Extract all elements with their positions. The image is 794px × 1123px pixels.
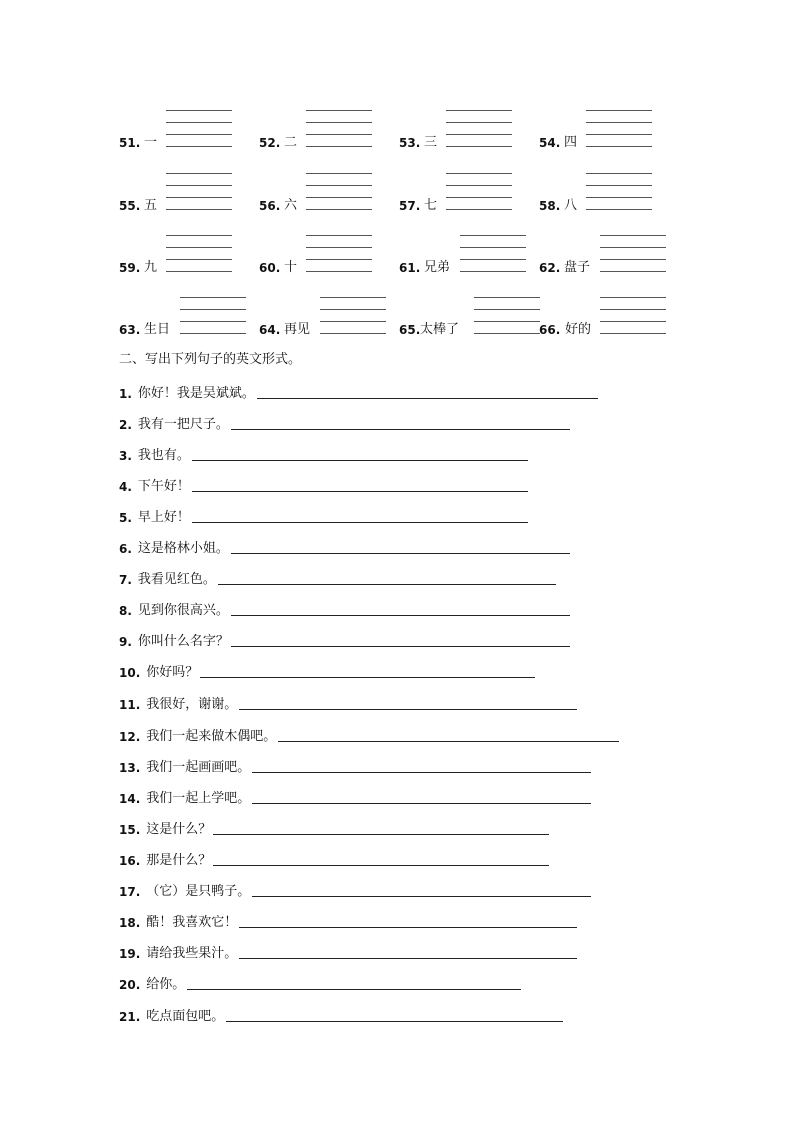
sentence-item [119,572,556,588]
word-chinese: 一 [144,135,158,150]
sentence-number: 4. [119,480,132,494]
sentence-item [119,634,570,650]
sentence-item [119,729,619,745]
sentence-number: 11. [119,698,141,712]
word-number: 54. [539,136,561,150]
sentence-chinese: 我有一把尺子。 [137,417,229,432]
word-number: 55. [119,199,141,213]
sentence-number: 20. [119,978,141,992]
sentence-number: 19. [119,947,141,961]
answer-line[interactable] [187,989,521,990]
word-number: 64. [259,323,281,337]
word-chinese: 盘子 [564,260,591,275]
sentence-item [119,510,528,526]
word-chinese: 兄弟 [424,260,451,275]
sentence-number: 18. [119,916,141,930]
sentence-item [119,697,577,713]
word-number: 57. [399,199,421,213]
word-chinese: 三 [424,135,438,150]
word-number: 52. [259,136,281,150]
word-chinese: 太棒了 [420,322,460,337]
handwriting-lines[interactable] [586,110,652,148]
sentence-number: 3. [119,449,132,463]
word-number: 56. [259,199,281,213]
word-chinese: 再见 [284,322,311,337]
word-number: 63. [119,323,141,337]
word-number: 53. [399,136,421,150]
sentence-chinese: 酷！我喜欢它！ [146,915,238,930]
sentence-chinese: 你好吗？ [146,665,199,680]
sentence-number: 14. [119,792,141,806]
sentence-item [119,760,591,776]
answer-line[interactable] [192,491,528,492]
handwriting-lines[interactable] [600,235,666,273]
sentence-chinese: 我很好，谢谢。 [146,697,238,712]
sentence-item [119,791,591,807]
sentence-chinese: 给你。 [146,977,186,992]
word-number: 60. [259,261,281,275]
sentence-number: 16. [119,854,141,868]
sentence-chinese: 那是什么？ [146,853,212,868]
answer-line[interactable] [278,741,619,742]
answer-line[interactable] [239,709,577,710]
sentence-chinese: 我们一起画画吧。 [146,760,251,775]
sentence-number: 10. [119,666,141,680]
sentence-chinese: 下午好！ [137,479,190,494]
answer-line[interactable] [252,896,591,897]
sentence-item [119,915,577,931]
word-chinese: 好的 [565,322,592,337]
sentence-item [119,853,549,869]
word-chinese: 十 [284,260,298,275]
sentence-chinese: 早上好！ [137,510,190,525]
answer-line[interactable] [257,398,598,399]
word-item [0,104,794,150]
answer-line[interactable] [231,553,570,554]
answer-line[interactable] [218,584,556,585]
word-chinese: 五 [144,198,158,213]
sentence-chinese: 这是格林小姐。 [137,541,229,556]
sentence-chinese: 吃点面包吧。 [146,1009,225,1024]
answer-line[interactable] [226,1021,563,1022]
sentence-number: 1. [119,387,132,401]
sentence-chinese: 见到你很高兴。 [137,603,229,618]
sentence-item [119,1009,563,1025]
word-number: 61. [399,261,421,275]
sentence-item [119,946,577,962]
word-number: 66. [539,323,561,337]
sentence-chinese: 我们一起上学吧。 [146,791,251,806]
sentence-chinese: 请给我些果汁。 [146,946,238,961]
sentence-number: 2. [119,418,132,432]
answer-line[interactable] [231,615,570,616]
answer-line[interactable] [213,834,549,835]
word-number: 65. [399,323,421,337]
sentence-number: 12. [119,730,141,744]
word-grid [0,0,794,350]
word-item [0,229,794,275]
word-chinese: 六 [284,198,298,213]
sentence-number: 15. [119,823,141,837]
sentence-item [119,822,549,838]
word-chinese: 九 [144,260,158,275]
sentence-item [119,386,598,402]
word-number: 59. [119,261,141,275]
word-chinese: 二 [284,135,298,150]
sentence-chinese: 我也有。 [137,448,190,463]
sentence-item [119,541,570,557]
sentence-number: 17. [119,885,141,899]
answer-line[interactable] [252,772,591,773]
word-number: 51. [119,136,141,150]
sentence-item [119,603,570,619]
sentence-number: 21. [119,1010,141,1024]
word-item [0,291,794,337]
sentence-chinese: 我们一起来做木偶吧。 [146,729,277,744]
sentence-number: 8. [119,604,132,618]
word-number: 62. [539,261,561,275]
word-chinese: 八 [564,198,578,213]
handwriting-lines[interactable] [600,297,666,335]
answer-line[interactable] [192,522,528,523]
word-number: 58. [539,199,561,213]
answer-line[interactable] [239,958,577,959]
answer-line[interactable] [200,677,535,678]
sentence-number: 13. [119,761,141,775]
sentence-item [119,884,591,900]
word-chinese: 生日 [144,322,171,337]
sentence-item [119,479,528,495]
word-chinese: 七 [424,198,438,213]
answer-line[interactable] [252,803,591,804]
answer-line[interactable] [231,429,570,430]
answer-line[interactable] [213,865,549,866]
sentence-item [119,977,521,993]
sentence-chinese: 你好！我是吴斌斌。 [137,386,255,401]
sentence-item [119,448,528,464]
sentence-chinese: 你叫什么名字？ [137,634,229,649]
sentence-chinese: 我看见红色。 [137,572,216,587]
answer-line[interactable] [192,460,528,461]
word-chinese: 四 [564,135,578,150]
sentence-item [119,417,570,433]
answer-line[interactable] [239,927,577,928]
section-title: 二、写出下列句子的英文形式。 [119,352,302,367]
sentence-chinese: （它）是只鸭子。 [146,884,251,899]
sentence-item [119,665,535,681]
sentence-number: 7. [119,573,132,587]
sentence-chinese: 这是什么？ [146,822,212,837]
sentence-number: 5. [119,511,132,525]
sentence-number: 9. [119,635,132,649]
sentence-number: 6. [119,542,132,556]
word-item [0,167,794,213]
answer-line[interactable] [231,646,570,647]
handwriting-lines[interactable] [586,173,652,211]
